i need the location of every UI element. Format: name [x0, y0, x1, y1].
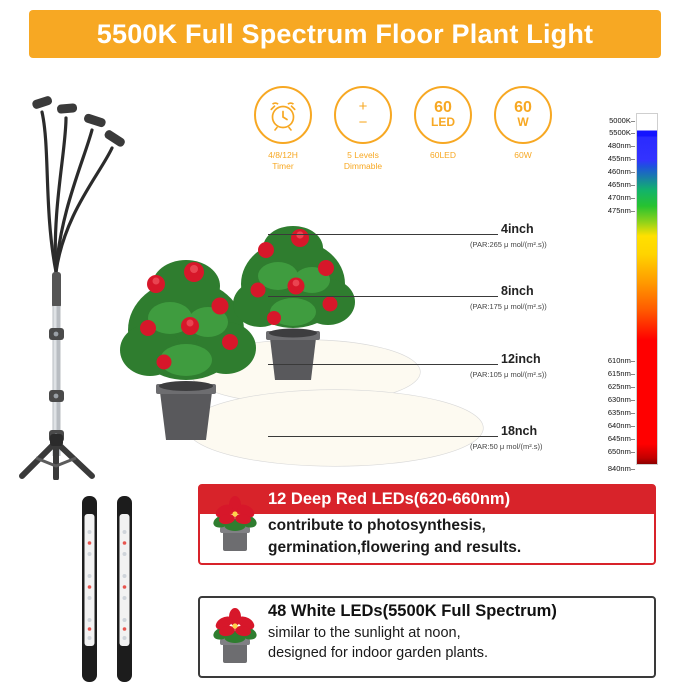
spectrum-label-640nm: 640nm– — [607, 421, 635, 430]
distance-line-8inch — [268, 296, 498, 297]
feature-icon-row — [252, 86, 554, 171]
distance-par-4inch: (PAR:265 μ mol/(m².s)) — [470, 240, 547, 249]
callout-red-heading: 12 Deep Red LEDs(620-660nm) — [200, 486, 654, 514]
spectrum-label-840nm: 840nm– — [607, 464, 635, 473]
feature-dimmable — [332, 86, 394, 171]
feature-timer-label: 4/8/12H Timer — [268, 150, 298, 171]
distance-label-12inch: 12inch — [501, 352, 541, 366]
feature-dimmable-label: 5 Levels Dimmable — [343, 150, 383, 171]
coverage-diagram — [90, 210, 570, 480]
callout-white-heading: 48 White LEDs(5500K Full Spectrum) — [268, 602, 557, 620]
feature-timer — [252, 86, 314, 171]
distance-line-18inch — [268, 436, 498, 437]
callout-red-line1: contribute to photosynthesis, — [268, 516, 486, 534]
distance-label-18inch: 18nch — [501, 424, 538, 438]
poinsettia-icon — [209, 495, 261, 555]
spectrum-label-615nm: 615nm– — [607, 369, 635, 378]
callout-red-line2: germination,flowering and results. — [268, 538, 522, 556]
spectrum-label-470nm: 470nm– — [607, 193, 635, 202]
poinsettia-icon-2 — [209, 607, 261, 667]
led-tube-pair — [80, 496, 140, 686]
page-title-banner — [29, 10, 661, 58]
callout-white-line1: similar to the sunlight at noon, — [268, 625, 461, 642]
distance-par-8inch: (PAR:175 μ mol/(m².s)) — [470, 302, 547, 311]
watt-icon: 60 W — [494, 86, 552, 144]
distance-par-12inch: (PAR:105 μ mol/(m².s)) — [470, 370, 547, 379]
led-count-icon: 60 LED — [414, 86, 472, 144]
plus-minus-icon: + − — [334, 86, 392, 144]
spectrum-label-5000k: 5000K– — [609, 116, 635, 125]
page-title: 5500K Full Spectrum Floor Plant Light — [96, 18, 594, 49]
spectrum-label-630nm: 630nm– — [607, 395, 635, 404]
spectrum-label-480nm: 480nm– — [607, 141, 635, 150]
distance-par-18inch: (PAR:50 μ mol/(m².s)) — [470, 442, 543, 451]
callout-white-leds — [198, 596, 656, 678]
spectrum-label-650nm: 650nm– — [607, 447, 635, 456]
feature-wattage — [492, 86, 554, 171]
spectrum-label-5500k: 5500K– — [609, 128, 635, 137]
spectrum-label-625nm: 625nm– — [607, 382, 635, 391]
distance-label-4inch: 4inch — [501, 222, 534, 236]
feature-wattage-label: 60W — [514, 150, 532, 160]
feature-led-count — [412, 86, 474, 171]
spectrum-label-610nm: 610nm– — [607, 356, 635, 365]
alarm-clock-icon — [254, 86, 312, 144]
spectrum-label-455nm: 455nm– — [607, 154, 635, 163]
spectrum-bar — [636, 113, 658, 465]
spectrum-label-460nm: 460nm– — [607, 167, 635, 176]
feature-led-count-label: 60LED — [430, 150, 456, 160]
distance-label-8inch: 8inch — [501, 284, 534, 298]
spectrum-label-475nm: 475nm– — [607, 206, 635, 215]
spectrum-label-465nm: 465nm– — [607, 180, 635, 189]
distance-line-12inch — [268, 364, 498, 365]
spectrum-label-635nm: 635nm– — [607, 408, 635, 417]
callout-white-line2: designed for indoor garden plants. — [268, 645, 489, 661]
callout-red-leds — [198, 484, 656, 565]
spectrum-label-645nm: 645nm– — [607, 434, 635, 443]
distance-line-4inch — [268, 234, 498, 235]
